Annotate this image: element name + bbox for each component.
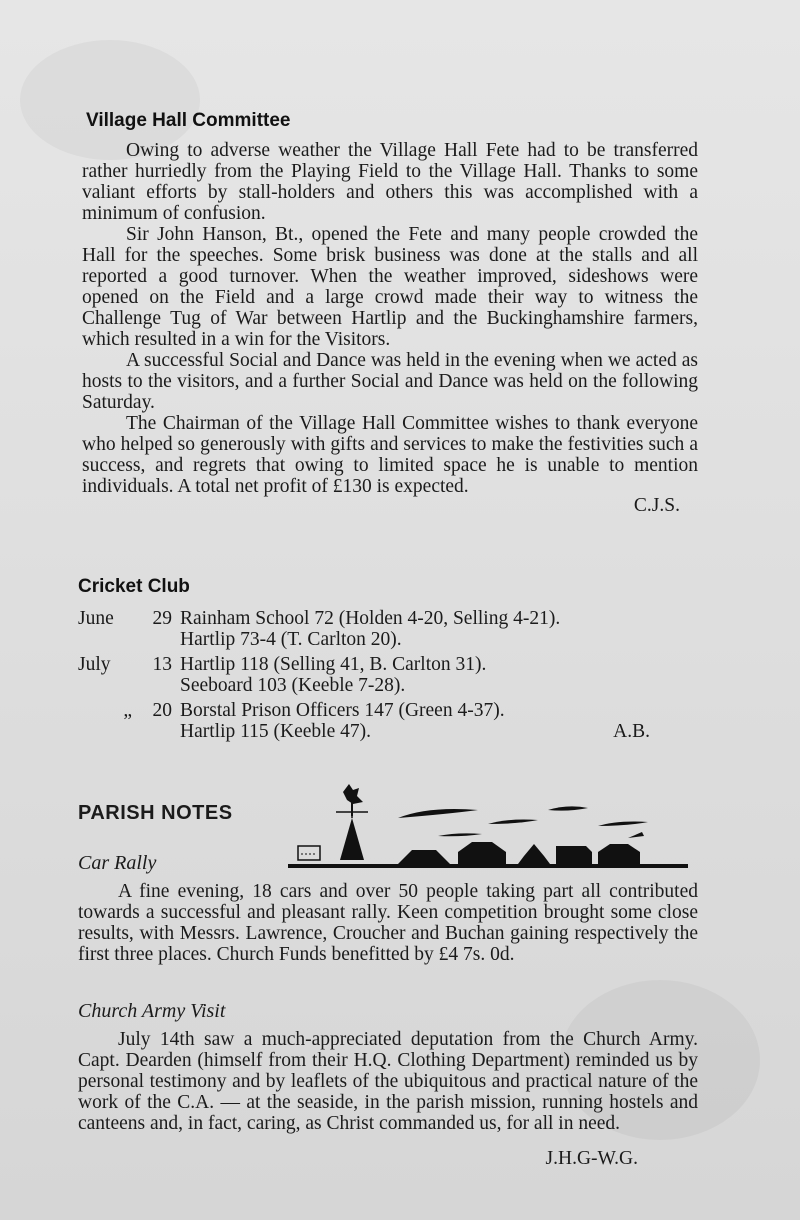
weathercock-icon	[343, 784, 363, 804]
car-rally-title: Car Rally	[78, 852, 157, 874]
church-army-section	[78, 1000, 698, 1170]
fixture-line: Hartlip 73-4 (T. Carlton 20).	[180, 629, 402, 650]
fixture-line: Hartlip 118 (Selling 41, B. Carlton 31).	[180, 654, 487, 675]
fixture-day: 29	[152, 608, 172, 629]
church-army-text: July 14th saw a much-appreciated deputation from the Church Army. Capt. Dearden (himself from their H.Q. Clothing Department) reminded us by personal testimony and by leaflets of the ubiquitous and practical nature of the work of the C.A. — at the seaside, in the parish mission, running hostels and canteens and, in fact, caring, as Christ commanded us, for all in need.	[78, 1029, 698, 1134]
village-hall-paragraph: Owing to adverse weather the Village Hall Fete had to be transferred rather hurriedly from the Playing Field to the Village Hall. Thanks to some valiant efforts by stall-holders and others this was accomplished with a minimum of confusion.	[82, 140, 698, 224]
cricket-section	[78, 576, 698, 746]
fixture-result	[180, 608, 698, 650]
village-hall-signature: C.J.S.	[633, 495, 680, 516]
fixture-row	[78, 654, 698, 696]
village-hall-paragraph: A successful Social and Dance was held in the evening when we acted as hosts to the visitors, and a further Social and Dance was held on the following Saturday.	[82, 350, 698, 413]
village-hall-paragraph: The Chairman of the Village Hall Committee wishes to thank everyone who helped so generously with gifts and services to make the festivities such a success, and regrets that owing to limited space he is unable to mention individuals. A total net profit of £130 is expected.	[82, 413, 698, 497]
village-hall-section	[82, 110, 698, 517]
fixture-line: Rainham School 72 (Holden 4-20, Selling 4-21).	[180, 608, 561, 629]
parish-signature: J.H.G-W.G.	[545, 1148, 638, 1169]
village-hall-paragraph: Sir John Hanson, Bt., opened the Fete and many people crowded the Hall for the speeches. Some brisk business was done at the stalls and all reported a good turnover. When the weather improved, sideshows were opened on the Field and a large crowd made their way to witness the Challenge Tug of War between Hartlip and the Buckinghamshire farmers, which resulted in a win for the Visitors.	[82, 224, 698, 350]
village-hall-heading: Village Hall Committee	[86, 110, 291, 131]
parish-notes-heading: PARISH NOTES	[78, 802, 233, 824]
fixture-day: 20	[152, 700, 172, 721]
fixture-result	[180, 654, 698, 696]
car-rally-section	[78, 852, 698, 965]
fixture-row	[78, 700, 698, 742]
fixture-month: „	[123, 700, 132, 721]
fixture-month: June	[78, 608, 114, 629]
fixture-line-text: Hartlip 115 (Keeble 47).	[180, 721, 371, 742]
fixture-line	[180, 721, 698, 742]
fixture-day: 13	[152, 654, 172, 675]
fixture-row	[78, 608, 698, 650]
cricket-signature: A.B.	[613, 721, 650, 742]
church-army-title: Church Army Visit	[78, 1000, 226, 1022]
fixture-result	[180, 700, 698, 742]
cricket-heading: Cricket Club	[78, 576, 190, 597]
fixture-month: July	[78, 654, 111, 675]
fixture-line: Borstal Prison Officers 147 (Green 4-37).	[180, 700, 505, 721]
fixture-line: Seeboard 103 (Keeble 7-28).	[180, 675, 406, 696]
car-rally-text: A fine evening, 18 cars and over 50 people taking part all contributed towards a successful and pleasant rally. Keen competition brought some close results, with Messrs. Lawrence, Croucher and Buchan gaining respectively the first three places. Church Funds benefitted by £4 7s. 0d.	[78, 881, 698, 965]
